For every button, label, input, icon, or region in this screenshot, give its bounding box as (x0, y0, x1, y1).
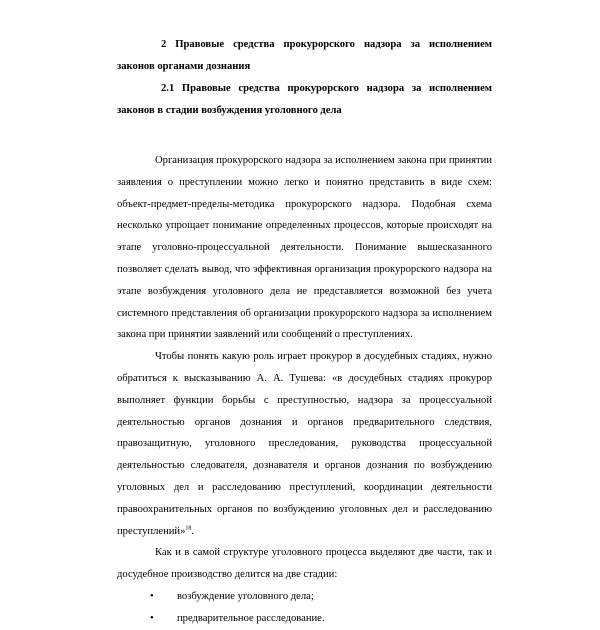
document-page (117, 34, 492, 630)
paragraph-1: Организация прокурорского надзора за исполнением закона при принятии заявления о преступлении можно легко и понятно представить в виде схем: объект-предмет-пределы-методика прокурорского надзора. Подобная схема несколько упрощает понимание определенных процессов, которые происходят на этапе уголовно-процессуальной деятельности. Понимание вышесказанного позволяет сделать вывод, что эффективная организация прокурорского надзора на этапе возбуждения уголовного дела не представляется возможной без учета системного представления об организации прокурорского надзора за исполнением закона при принятии заявлений или сообщений о преступлениях. (117, 155, 492, 341)
chapter-heading-line-2: законов органами дознания (117, 61, 251, 72)
list-item (117, 586, 492, 608)
section-heading-line-2: законов в стадии возбуждения уголовного дела (117, 105, 342, 116)
chapter-heading-line-1: 2 Правовые средства прокурорского надзора за исполнением (161, 39, 492, 50)
chapter-heading (117, 34, 492, 78)
section-heading-line-1: 2.1 Правовые средства прокурорского надзора за исполнением (161, 83, 492, 94)
paragraph-3: Как и в самой структуре уголовного процесса выделяют две части, так и досудебное производство делится на две стадии: (117, 547, 492, 581)
stages-list (117, 586, 492, 630)
footnote-reference: 18 (185, 525, 192, 532)
paragraph-2 (117, 346, 492, 542)
bullet-icon: • (150, 612, 154, 624)
list-item-text: возбуждение уголовного дела; (177, 590, 314, 602)
paragraph-2-end: . (191, 525, 195, 537)
list-item-text: предварительное расследование. (177, 612, 325, 624)
bullet-icon: • (150, 590, 154, 602)
section-heading (117, 78, 492, 122)
paragraph-2-text: Чтобы понять какую роль играет прокурор в досудебных стадиях, нужно обратиться к высказыванию А. А. Тушева: «в досудебных стадиях прокурор выполняет функции борьбы с преступностью, надзора за процессуальной деятельностью органов дознания и органов предварительного следствия, правозащитную, уголовного преследования, руководства процессуальной деятельностью следователя, дознавателя и органов дознания по возбуждению уголовных дел и расследованию преступлений, координации деятельности правоохранительных органов по возбуждению уголовных дел и расследованию преступлений» (117, 351, 492, 537)
spacer (117, 122, 492, 150)
list-item (117, 608, 492, 630)
